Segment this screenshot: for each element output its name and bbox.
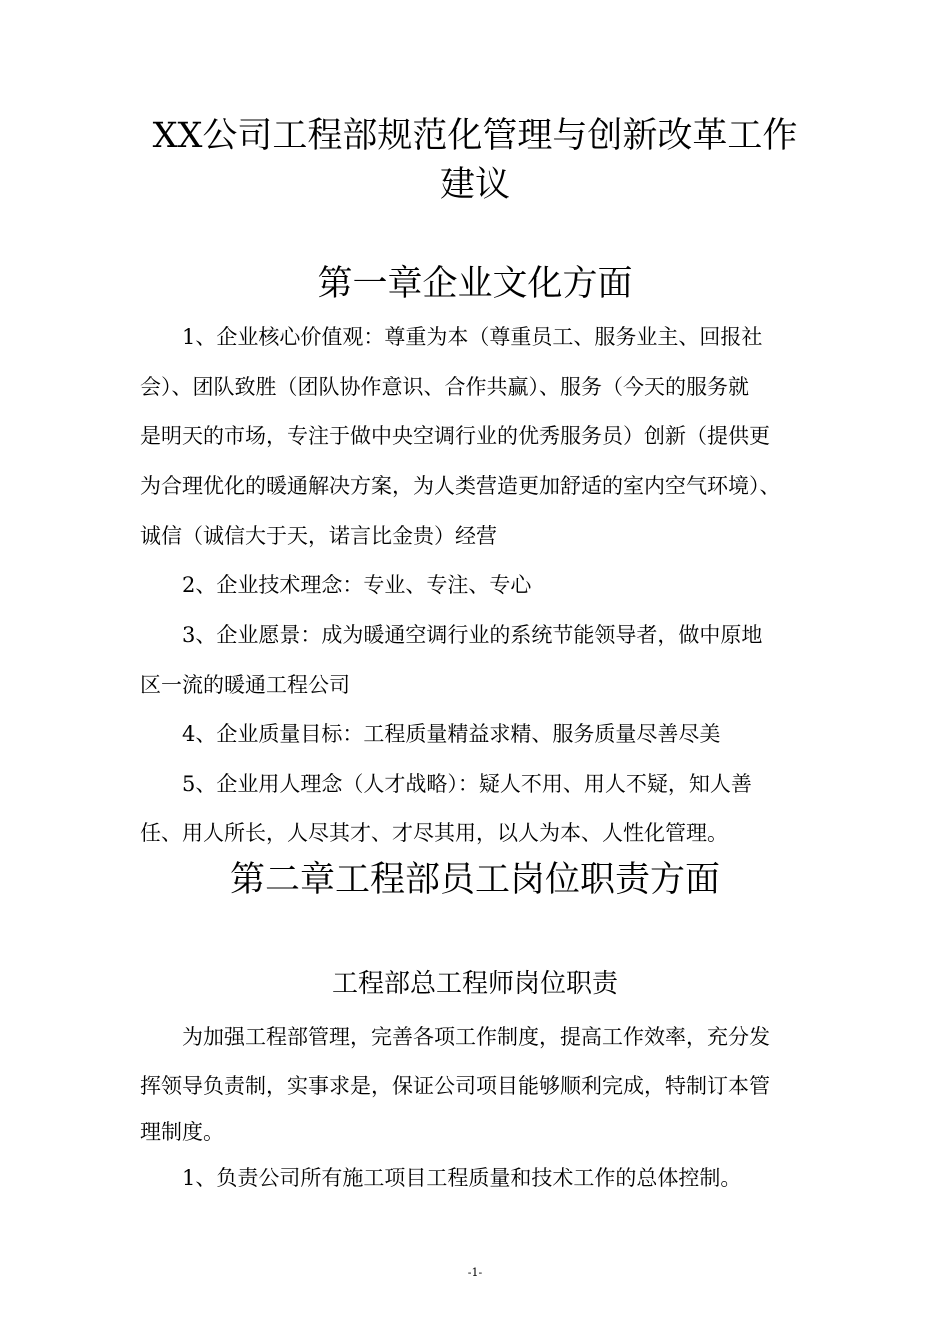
paragraph-line: 为加强工程部管理，完善各项工作制度，提高工作效率，充分发 bbox=[182, 1025, 770, 1049]
paragraph-line: 4、企业质量目标：工程质量精益求精、服务质量尽善尽美 bbox=[182, 722, 721, 746]
document-title-line-2: 建议 bbox=[439, 165, 510, 205]
paragraph-line: 挥领导负责制，实事求是，保证公司项目能够顺利完成，特制订本管 bbox=[140, 1074, 770, 1098]
paragraph-line: 5、企业用人理念（人才战略）：疑人不用、用人不疑，知人善 bbox=[182, 772, 752, 796]
paragraph-line: 2、企业技术理念：专业、专注、专心 bbox=[182, 573, 532, 597]
document-title-line-1: XX公司工程部规范化管理与创新改革工作 bbox=[152, 116, 798, 156]
paragraph-line: 诚信（诚信大于天，诺言比金贵）经营 bbox=[140, 524, 497, 548]
chapter-1-heading: 第一章企业文化方面 bbox=[317, 264, 633, 304]
paragraph-line: 1、企业核心价值观：尊重为本（尊重员工、服务业主、回报社 bbox=[182, 325, 763, 349]
paragraph-line: 是明天的市场，专注于做中央空调行业的优秀服务员）创新（提供更 bbox=[140, 424, 770, 448]
section-heading: 工程部总工程师岗位职责 bbox=[331, 969, 618, 999]
paragraph-line: 区一流的暖通工程公司 bbox=[140, 673, 350, 697]
chapter-2-heading: 第二章工程部员工岗位职责方面 bbox=[229, 860, 720, 900]
paragraph-line: 1、负责公司所有施工项目工程质量和技术工作的总体控制。 bbox=[182, 1166, 742, 1190]
page-number: -1- bbox=[467, 1266, 483, 1279]
paragraph-line: 理制度。 bbox=[140, 1120, 224, 1144]
paragraph-line: 3、企业愿景：成为暖通空调行业的系统节能领导者，做中原地 bbox=[182, 623, 763, 647]
paragraph-line: 为合理优化的暖通解决方案，为人类营造更加舒适的室内空气环境）、 bbox=[140, 474, 781, 498]
paragraph-line: 会）、团队致胜（团队协作意识、合作共赢）、服务（今天的服务就 bbox=[140, 375, 749, 399]
paragraph-line: 任、用人所长，人尽其才、才尽其用，以人为本、人性化管理。 bbox=[140, 821, 728, 845]
